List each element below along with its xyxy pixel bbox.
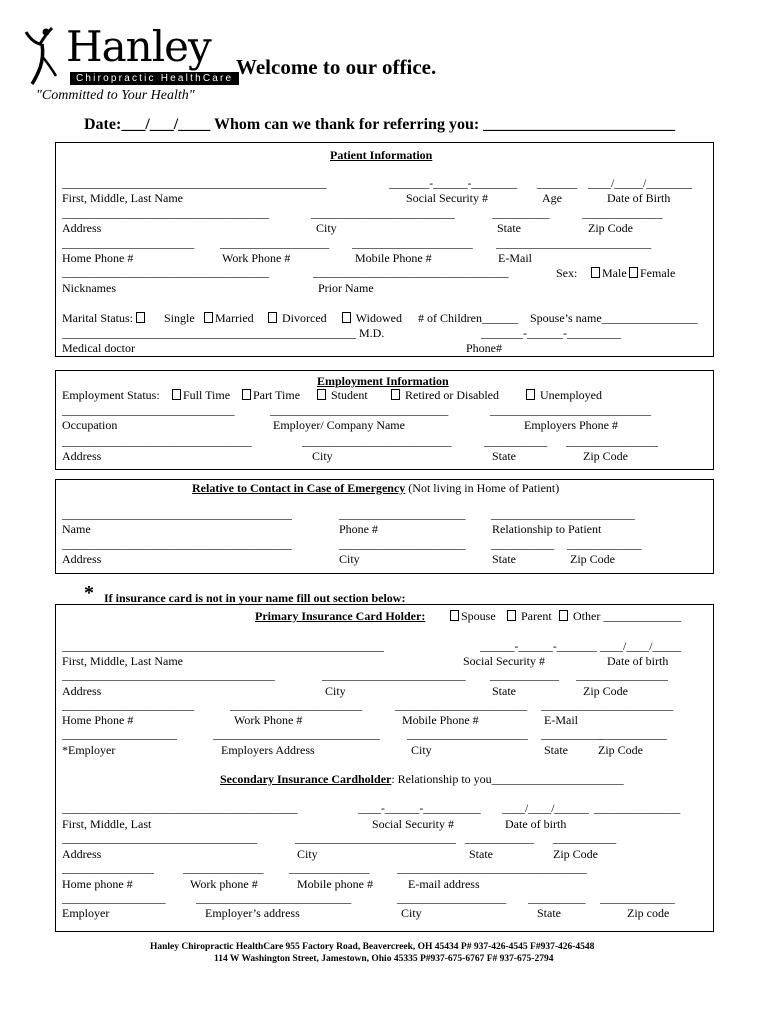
s-emp-city-label: City [401, 906, 422, 920]
female-checkbox[interactable] [629, 267, 638, 278]
p-emp-zip-label: Zip Code [598, 743, 643, 757]
p-zip-blank[interactable]: ________________ [576, 670, 668, 682]
age-label: Age [542, 191, 562, 205]
p-name-label: First, Middle, Last Name [62, 654, 183, 668]
employer-label: Employer/ Company Name [273, 418, 405, 432]
sex-label: Sex: [556, 266, 578, 280]
nicknames-label: Nicknames [62, 281, 116, 295]
p-email-label: E-Mail [544, 713, 578, 727]
s-state-blank[interactable]: ____________ [465, 833, 534, 845]
p-ssn-label: Social Security # [463, 654, 545, 668]
em-relationship-label: Relationship to Patient [492, 522, 602, 536]
em-zip-blank[interactable]: _____________ [567, 539, 642, 551]
s-home-phone-blank[interactable]: ________________ [62, 863, 154, 875]
unemployed-option[interactable]: Unemployed [526, 388, 602, 403]
retired-option[interactable]: Retired or Disabled [391, 388, 499, 403]
other-checkbox[interactable] [559, 610, 568, 621]
s-address-blank[interactable]: __________________________________ [62, 833, 258, 845]
retired-checkbox[interactable] [391, 389, 400, 400]
s-extra-blank[interactable]: _______________ [594, 803, 681, 815]
occupation-label: Occupation [62, 418, 118, 432]
s-work-phone-blank[interactable]: ______________ [183, 863, 264, 875]
insurance-asterisk: * [84, 582, 94, 604]
city-label: City [316, 221, 337, 235]
p-ssn-blank[interactable]: ______-______-_______ [480, 641, 597, 653]
s-employer-blank[interactable]: __________________ [62, 893, 166, 905]
zip-label: Zip Code [588, 221, 633, 235]
secondary-relationship-field[interactable]: : Relationship to you______________________ [391, 772, 624, 786]
em-name-blank[interactable]: ________________________________________ [62, 509, 292, 521]
patient-info-title: Patient Information [330, 148, 433, 162]
s-zip-label: Zip Code [553, 847, 598, 861]
p-email-blank[interactable]: _______________________ [541, 700, 674, 712]
p-emp-zip-blank[interactable]: ____________ [598, 729, 667, 741]
state-blank[interactable]: __________ [492, 208, 550, 220]
s-dob-blank[interactable]: ____/____/______ [502, 803, 589, 815]
home-phone-label: Home Phone # [62, 251, 134, 265]
s-work-phone-label: Work phone # [190, 877, 258, 891]
p-home-phone-blank[interactable]: _______________________ [62, 700, 195, 712]
s-mobile-phone-label: Mobile phone # [297, 877, 373, 891]
emergency-title-row [192, 481, 559, 496]
s-emp-state-label: State [537, 906, 561, 920]
emp-city-label: City [312, 449, 333, 463]
home-phone-blank[interactable]: _______________________ [62, 238, 195, 250]
marital-status-label: Marital Status: [62, 311, 147, 326]
student-option[interactable]: Student [317, 388, 368, 403]
s-emp-state-blank[interactable]: __________ [528, 893, 586, 905]
s-address-label: Address [62, 847, 102, 861]
p-dob-label: Date of birth [607, 654, 669, 668]
spouse-name-field[interactable]: Spouse’s name________________ [530, 311, 698, 325]
sex-female-option[interactable]: Female [629, 266, 675, 281]
employer-phone-blank[interactable]: ____________________________ [490, 405, 651, 417]
p-emp-state-blank[interactable]: ___________ [541, 729, 605, 741]
s-name-blank[interactable]: _________________________________________ [62, 803, 298, 815]
em-state-label: State [492, 552, 516, 566]
p-state-label: State [492, 684, 516, 698]
em-state-blank[interactable]: ___________ [491, 539, 555, 551]
p-address-blank[interactable]: _____________________________________ [62, 670, 275, 682]
s-name-label: First, Middle, Last [62, 817, 152, 831]
p-emp-city-label: City [411, 743, 432, 757]
em-address-label: Address [62, 552, 102, 566]
p-emp-state-label: State [544, 743, 568, 757]
name-blank[interactable]: ______________________________________________ [62, 178, 327, 190]
date-field[interactable]: Date:___/___/____ [84, 116, 211, 133]
medical-doctor-label: Medical doctor [62, 341, 135, 355]
employer-phone-label: Employers Phone # [524, 418, 618, 432]
ssn-label: Social Security # [406, 191, 488, 205]
p-address-label: Address [62, 684, 102, 698]
part-time-checkbox[interactable] [242, 389, 251, 400]
s-email-blank[interactable]: _________________________________ [397, 863, 587, 875]
address-blank[interactable]: ____________________________________ [62, 208, 269, 220]
nicknames-blank[interactable]: ____________________________________ [62, 267, 269, 279]
employment-status-label: Employment Status: [62, 388, 160, 402]
p-employer-address-blank[interactable]: _____________________________ [213, 729, 380, 741]
p-employer-label: *Employer [62, 743, 116, 757]
emp-address-label: Address [62, 449, 102, 463]
address-label: Address [62, 221, 102, 235]
emp-address-blank[interactable]: _________________________________ [62, 436, 252, 448]
full-time-checkbox[interactable] [172, 389, 181, 400]
marital-divorced[interactable]: Divorced [268, 311, 327, 326]
p-city-blank[interactable]: _________________________ [322, 670, 466, 682]
em-address-blank[interactable]: ________________________________________ [62, 539, 292, 551]
sex-male-option[interactable]: Male [591, 266, 627, 281]
city-blank[interactable]: _________________________ [311, 208, 455, 220]
age-blank[interactable]: _______ [537, 178, 578, 190]
p-dob-blank[interactable]: ____/____/_____ [600, 641, 682, 653]
work-phone-label: Work Phone # [222, 251, 291, 265]
employment-title: Employment Information [317, 374, 449, 388]
doctor-phone-blank[interactable]: _______-______-_________ [481, 326, 621, 340]
mobile-phone-blank[interactable]: _____________________ [352, 238, 473, 250]
p-work-phone-label: Work Phone # [234, 713, 303, 727]
s-city-blank[interactable]: ____________________________ [295, 833, 456, 845]
p-emp-city-blank[interactable]: _____________________ [407, 729, 528, 741]
mobile-phone-label: Mobile Phone # [355, 251, 432, 265]
emp-city-blank[interactable]: __________________________ [302, 436, 452, 448]
insurance-note: If insurance card is not in your name fill out section below: [104, 591, 406, 605]
secondary-holder-row [220, 772, 624, 787]
student-checkbox[interactable] [317, 389, 326, 400]
medical-doctor-blank[interactable]: _________________________________________________ M.D. [62, 326, 385, 340]
s-city-label: City [297, 847, 318, 861]
zip-blank[interactable]: ______________ [582, 208, 663, 220]
em-relationship-blank[interactable]: _________________________ [491, 509, 635, 521]
occupation-blank[interactable]: ______________________________ [62, 405, 235, 417]
p-state-blank[interactable]: ____________ [490, 670, 559, 682]
p-work-phone-blank[interactable]: _______________________ [230, 700, 363, 712]
divorced-checkbox[interactable] [268, 312, 277, 323]
s-zip-blank[interactable]: ___________ [553, 833, 617, 845]
state-label: State [497, 221, 521, 235]
s-ssn-blank[interactable]: ____-______-__________ [358, 803, 481, 815]
single-checkbox[interactable] [136, 312, 145, 323]
p-zip-label: Zip Code [583, 684, 628, 698]
s-email-label: E-mail address [408, 877, 480, 891]
emp-state-label: State [492, 449, 516, 463]
marital-widowed[interactable]: Widowed [342, 311, 402, 326]
doctor-phone-label: Phone# [466, 341, 502, 355]
logo-tagline: "Committed to Your Health" [36, 88, 195, 103]
s-employer-address-blank[interactable]: ___________________________ [196, 893, 352, 905]
p-mobile-phone-label: Mobile Phone # [402, 713, 479, 727]
prior-name-label: Prior Name [318, 281, 374, 295]
emp-zip-label: Zip Code [583, 449, 628, 463]
prior-name-blank[interactable]: __________________________________ [313, 267, 509, 279]
marital-married[interactable]: Married [204, 311, 254, 326]
referral-field[interactable]: Whom can we thank for referring you: ________________________ [214, 116, 676, 133]
employer-blank[interactable]: _______________________________ [270, 405, 449, 417]
secondary-holder-title: Secondary Insurance Cardholder [220, 772, 392, 786]
email-label: E-Mail [498, 251, 532, 265]
s-employer-address-label: Employer’s address [205, 906, 300, 920]
part-time-option[interactable]: Part Time [242, 388, 300, 403]
p-name-blank[interactable]: ________________________________________________________ [62, 641, 384, 653]
s-emp-city-blank[interactable]: ___________________ [397, 893, 507, 905]
logo-subtitle: Chiropractic HealthCare [70, 72, 239, 85]
em-city-blank[interactable]: ______________________ [339, 539, 466, 551]
p-home-phone-label: Home Phone # [62, 713, 134, 727]
dob-blank[interactable]: ____/_____/________ [588, 178, 693, 190]
em-phone-label: Phone # [339, 522, 378, 536]
em-phone-blank[interactable]: ______________________ [339, 509, 466, 521]
p-mobile-phone-blank[interactable]: _______________________ [395, 700, 528, 712]
logo-wordmark: Hanley [66, 22, 211, 71]
em-name-label: Name [62, 522, 91, 536]
work-phone-blank[interactable]: ___________________ [220, 238, 330, 250]
p-employer-blank[interactable]: ____________________ [62, 729, 177, 741]
s-dob-label: Date of birth [505, 817, 567, 831]
footer-address-2: 114 W Washington Street, Jamestown, Ohio 45335 P#937-675-6767 F# 937-675-2794 [214, 954, 554, 964]
parent-checkbox[interactable] [507, 610, 516, 621]
ssn-blank[interactable]: _______-______-________ [389, 178, 518, 190]
widowed-checkbox[interactable] [342, 312, 351, 323]
children-field[interactable]: # of Children______ [418, 311, 518, 325]
emp-state-blank[interactable]: ___________ [484, 436, 548, 448]
name-label: First, Middle, Last Name [62, 191, 183, 205]
male-checkbox[interactable] [591, 267, 600, 278]
married-checkbox[interactable] [204, 312, 213, 323]
email-blank[interactable]: ___________________________ [496, 238, 652, 250]
em-city-label: City [339, 552, 360, 566]
s-emp-zip-blank[interactable]: _____________ [600, 893, 675, 905]
footer-address-1: Hanley Chiropractic HealthCare 955 Factory Road, Beavercreek, OH 45434 P# 937-426-4545 F#937-426-4548 [150, 942, 595, 952]
p-city-label: City [325, 684, 346, 698]
primary-parent-option[interactable]: Parent [507, 609, 552, 624]
welcome-heading: Welcome to our office. [236, 55, 437, 79]
em-zip-label: Zip Code [570, 552, 615, 566]
full-time-option[interactable]: Full Time [172, 388, 230, 403]
s-emp-zip-label: Zip code [627, 906, 670, 920]
primary-spouse-option[interactable]: Spouse [450, 609, 496, 624]
s-state-label: State [469, 847, 493, 861]
s-employer-label: Employer [62, 906, 110, 920]
p-employer-address-label: Employers Address [221, 743, 315, 757]
dob-label: Date of Birth [607, 191, 671, 205]
primary-holder-title: Primary Insurance Card Holder: [255, 609, 426, 623]
emergency-title-note: (Not living in Home of Patient) [408, 481, 560, 495]
unemployed-checkbox[interactable] [526, 389, 535, 400]
s-home-phone-label: Home phone # [62, 877, 133, 891]
logo-figure [22, 26, 70, 88]
marital-single: Single [164, 311, 195, 325]
emp-zip-blank[interactable]: ________________ [566, 436, 658, 448]
primary-other-option[interactable]: Other _____________ [559, 609, 681, 624]
s-mobile-phone-blank[interactable]: ______________ [289, 863, 370, 875]
s-ssn-label: Social Security # [372, 817, 454, 831]
spouse-checkbox[interactable] [450, 610, 459, 621]
emergency-title: Relative to Contact in Case of Emergency [192, 481, 406, 495]
